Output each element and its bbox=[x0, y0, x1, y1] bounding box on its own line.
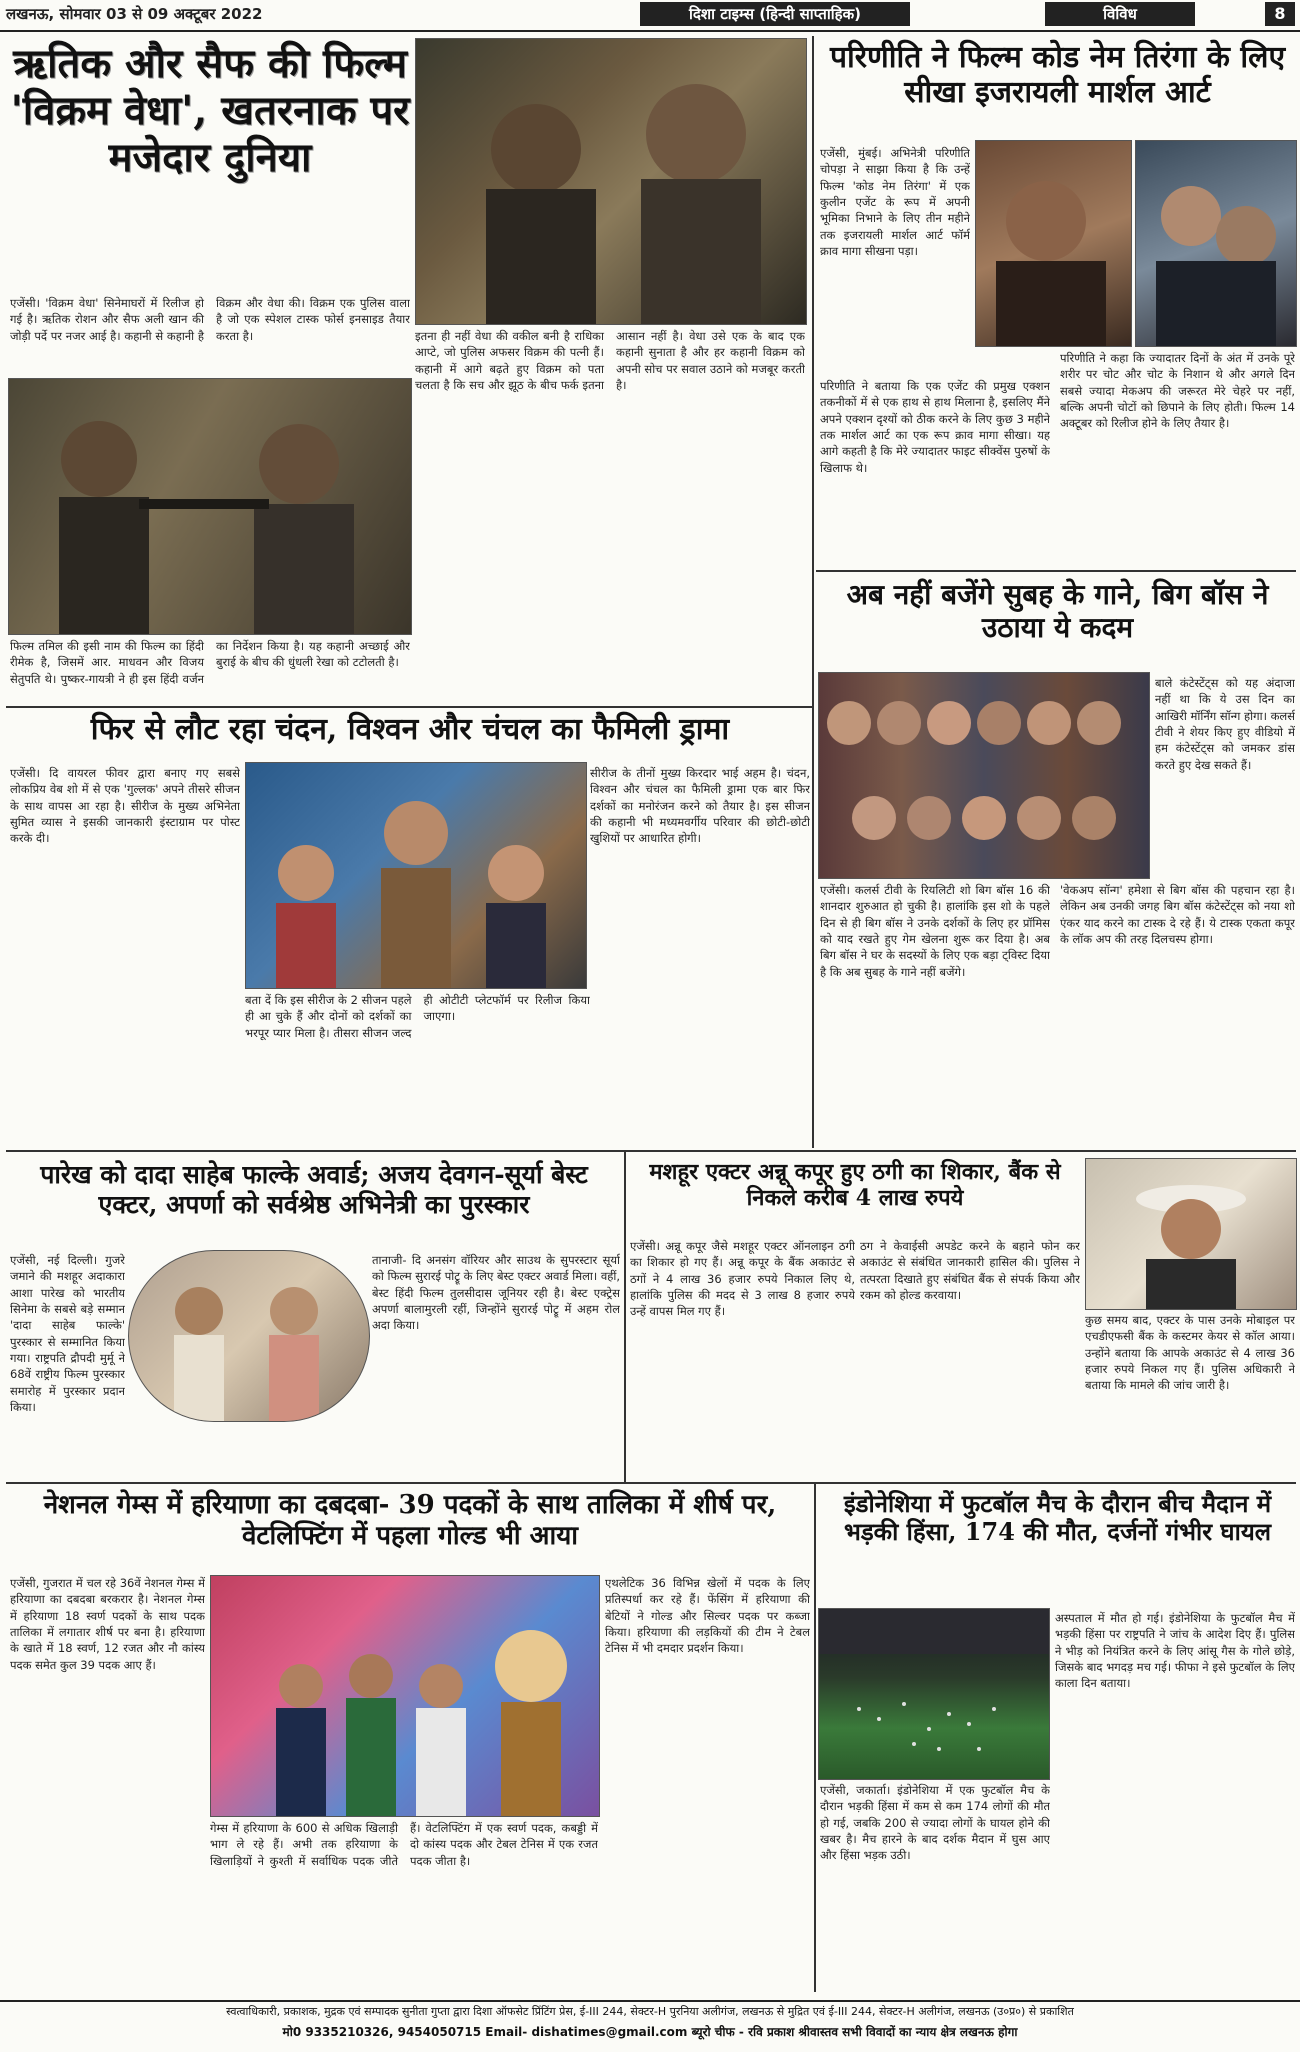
parineeti-body-training: परिणीति ने बताया कि एक एजेंट की प्रमुख एक्शन तकनीकों में से एक हाथ से हाथ मिलाना है, इसलिए मैंने अपने एक्शन दृश्यों को ठीक करने के लिए कुछ 3 महीने तक मार्शल आर्ट का एक रूप क्राव मागा सीखा। यह आगे कहती है कि मेरे ज्यादातर फाइट सीक्वेंस पुरुषों के खिलाफ थे। bbox=[820, 379, 1050, 475]
photo-national-games-podium bbox=[210, 1575, 600, 1817]
photo-contestant-faces bbox=[819, 673, 1149, 878]
headline-bigg-boss: अब नहीं बजेंगे सुबह के गाने, बिग बॉस ने उठाया ये कदम bbox=[846, 578, 1269, 645]
divider-horizontal-right bbox=[816, 570, 1296, 572]
bigg-boss-body-song: बाले कंटेस्टेंट्स को यह अंदाजा नहीं था कि ये उस दिन का आखिरी मॉर्निंग सॉन्ग होगा। कलर्स टीवी ने शेयर किए हुए वीडियो में हम कंटेस्टेंट्स को जमकर डांस करते हुए देख सकते हैं। bbox=[1155, 676, 1295, 772]
divider-vertical-top bbox=[812, 36, 814, 1148]
paper-name: दिशा टाइम्स (हिन्दी साप्ताहिक) bbox=[640, 2, 910, 26]
games-body-intro: एजेंसी, गुजरात में चल रहे 36वें नेशनल गेम्स में हरियाणा का दबदबा बरकरार है। नेशनल गेम्स में हरियाणा 18 स्वर्ण पदकों के साथ पदक तालिका में लगातार शीर्ष पर बना है। हरियाणा के खाते में 18 स्वर्ण, 12 रजत और नौ कांस्य पदक समेत कुल 39 पदक आए हैं। bbox=[10, 1576, 205, 1672]
bigg-boss-body-main: एजेंसी। कलर्स टीवी के रियलिटी शो बिग बॉस 16 की शानदार शुरुआत हो चुकी है। हालांकि इस शो के पहले दिन से ही बिग बॉस ने उनके दर्शकों के लिए हर प्रॉमिस को याद रखते हुए गेम खेलना शुरू कर दिया है। अब बिग बॉस ने घर के सदस्यों के लिए एक बड़ा ट्विस्ट दिया है कि अब सुबह के गाने नहीं बजेंगे। bbox=[820, 883, 1050, 979]
divider-horizontal-2 bbox=[6, 1150, 1296, 1152]
imprint-footer bbox=[0, 2000, 1300, 2052]
phalke-body-winners: तानाजी- दि अनसंग वॉरियर और साउथ के सुपरस्टार सूर्या को फिल्म सुरारई पोट्रू के लिए बेस्ट एक्टर अवार्ड मिला। वहीं, बेस्ट हिंदी फिल्म तुलसीदास जूनियर रही है। बेस्ट एक्ट्रेस अपर्णा बालामुरली रहीं, जिन्होंने सुरारई पोट्रू में अहम रोल अदा किया। bbox=[372, 1253, 620, 1333]
bigg-boss-body-task: 'वेकअप सॉन्ग' हमेशा से बिग बॉस की पहचान रहा है। लेकिन अब उनकी जगह बिग बॉस कंटेस्टेंट्स को नया शो एंकर याद करने का टास्क दे रहे हैं। ये टास्क एकता कपूर के लॉक अप की तरह दिलचस्प होगा। bbox=[1060, 883, 1295, 946]
photo-figures bbox=[416, 39, 806, 324]
phalke-body-end bbox=[10, 1425, 370, 1472]
vikram-body-main: इतना ही नहीं वेधा की वकील बनी है राधिका आप्टे, जो पुलिस अफसर विक्रम की पत्नी हैं। कहानी में आगे बढ़ते हुए विक्रम को पता चलता है कि सच और झूठ के बीच फर्क इतना आसान नहीं है। वेधा उसे एक के बाद एक कहानी सुनाता है और हर कहानी विक्रम को अपनी सोच पर सवाल उठाने को मजबूर करती है। bbox=[415, 329, 805, 392]
phalke-body-intro: एजेंसी, नई दिल्ली। गुजरे जमाने की मशहूर अदाकारा आशा पारेख को भारतीय सिनेमा के सबसे बड़े सम्मान 'दादा साहेब फाल्के' पुरस्कार से सम्मानित किया गया। राष्ट्रपति द्रौपदी मुर्मू ने 68वें राष्ट्रीय फिल्म पुरस्कार समारोह में पुरस्कार प्रदान किया। bbox=[10, 1253, 125, 1414]
annu-body-intro: एजेंसी। अन्नू कपूर जैसे मशहूर एक्टर ऑनलाइन ठगी का शिकार हो गए हैं। अन्नू कपूर के बैंक अकाउंट से ठगों ने 4 लाख 36 हजार रुपये निकाल लिए थे, हालांकि पुलिस की मदद से 3 लाख 8 हजार रुपये उन्हें वापस मिल गए हैं। bbox=[630, 1239, 855, 1319]
photo-podium-figures bbox=[211, 1576, 599, 1816]
photo-bigg-boss-contestants bbox=[818, 672, 1150, 879]
photo-figure-3 bbox=[976, 141, 1131, 346]
photo-vikram-vedha-poster bbox=[415, 38, 807, 325]
photo-annu-figure bbox=[1086, 1159, 1296, 1309]
headline-indonesia-football: इंडोनेशिया में फुटबॉल मैच के दौरान बीच मैदान में भड़की हिंसा, 174 की मौत, दर्जनों गंभीर घायल bbox=[843, 1489, 1272, 1547]
imprint-line-1: स्वत्वाधिकारी, प्रकाशक, मुद्रक एवं सम्पादक सुनीता गुप्ता द्वारा दिशा ऑफसेट प्रिंटिंग प्रेस, ई-III 244, सेक्टर-H पुरनिया अलीगंज, लखनऊ से मुद्रित एवं ई-III 244, सेक्टर-H अलीगंज, लखनऊ (उ०प्र०) से प्रकाशित bbox=[226, 2005, 1074, 2018]
photo-figure-4 bbox=[1136, 141, 1296, 346]
gullak-body-characters: सीरीज के तीनों मुख्य किरदार भाई अहम है। चंदन, विश्वन और चंचल का फैमिली ड्रामा एक बार फिर दर्शकों का मनोरंजन करने को तैयार है। इस सीजन की कहानी भी मध्यमवर्गीय परिवार की छोटी-छोटी खुशियों पर आधारित होगी। bbox=[590, 766, 810, 846]
photo-parineeti-gun bbox=[975, 140, 1132, 347]
vikram-body-intro: एजेंसी। 'विक्रम वेधा' सिनेमाघरों में रिलीज हो गई है। ऋतिक रोशन और सैफ अली खान की जोड़ी पर्दे पर नजर आई है। कहानी से कहानी है विक्रम और वेधा की। विक्रम एक पुलिस वाला है जो एक स्पेशल टास्क फोर्स इनसाइड तैयार करता है। bbox=[10, 296, 410, 343]
indonesia-body-main: अस्पताल में मौत हो गई। इंडोनेशिया के फुटबॉल मैच में भड़की हिंसा पर राष्ट्रपति ने जांच के आदेश दिए हैं। पुलिस ने भीड़ को नियंत्रित करने के लिए आंसू गैस के गोले छोड़े, जिसके बाद भगदड़ मच गई। फीफा ने इसे फुटबॉल के लिए काला दिन बताया। bbox=[1055, 1611, 1295, 1691]
headline-phalke-award: पारेख को दादा साहेब फाल्के अवार्ड; अजय देवगन-सूर्या बेस्ट एक्टर, अपर्णा को सर्वश्रेष्ठ अभिनेत्री का पुरस्कार bbox=[40, 1160, 588, 1219]
vikram-body-remake: फिल्म तमिल की इसी नाम की फिल्म का हिंदी रीमेक है, जिसमें आर. माधवन और विजय सेतुपति थे। पुष्कर-गायत्री ने ही इस हिंदी वर्जन का निर्देशन किया है। यह कहानी अच्छाई और बुराई के बीच की धुंधली रेखा को टटोलती है। bbox=[10, 639, 410, 686]
page-number: 8 bbox=[1265, 2, 1295, 26]
masthead-bar bbox=[0, 0, 1300, 32]
photo-stadium-crowd bbox=[819, 1609, 1049, 1779]
section-name: विविध bbox=[1045, 2, 1195, 26]
games-body-fencing: एथलेटिक 36 विभिन्न खेलों में पदक के लिए प्रतिस्पर्धा कर रहे हैं। फेंसिंग में हरियाणा की बेटियों ने गोल्ड और सिल्वर पदक पर कब्जा किया। हरियाणा की लड़कियों की टीम ने टेबल टेनिस में भी दमदार प्रदर्शन किया। bbox=[605, 1576, 810, 1656]
gullak-body-intro: एजेंसी। दि वायरल फीवर द्वारा बनाए गए सबसे लोकप्रिय वेब शो में से एक 'गुल्लक' अपने तीसरे सीजन के साथ वापस आ रहा है। सीरीज के मुख्य अभिनेता सुमित व्यास ने इसकी जानकारी इंस्टाग्राम पर पोस्ट करके दी। bbox=[10, 766, 240, 846]
gullak-body-seasons: बता दें कि इस सीरीज के 2 सीजन पहले ही आ चुके हैं और दोनों को दर्शकों का भरपूर प्यार मिला है। तीसरा सीजन जल्द ही ओटीटी प्लेटफॉर्म पर रिलीज किया जाएगा। bbox=[245, 993, 590, 1040]
annu-body-kyc: ठग ने केवाईसी अपडेट करने के बहाने फोन कर अकाउंट से संबंधित जानकारी हासिल की। पुलिस ने तत्परता दिखाते हुए संबंधित बैंक से संपर्क किया और रकम को होल्ड करवाया। bbox=[860, 1239, 1080, 1302]
indonesia-body-intro: एजेंसी, जकार्ता। इंडोनेशिया में एक फुटबॉल मैच के दौरान भड़की हिंसा में कम से कम 174 लोगों की मौत हो गई, जबकि 200 से ज्यादा लोगों के घायल होने की खबर है। मैच हारने के बाद दर्शक मैदान में घुस आए और हिंसा भड़क उठी। bbox=[820, 1783, 1050, 1863]
headline-annu-kapoor: मशहूर एक्टर अन्नू कपूर हुए ठगी का शिकार, बैंक से निकले करीब 4 लाख रुपये bbox=[649, 1159, 1061, 1211]
gullak-body-more bbox=[10, 1010, 240, 1117]
photo-family-figures bbox=[246, 763, 586, 988]
photo-annu-kapoor bbox=[1085, 1158, 1297, 1310]
headline-national-games: नेशनल गेम्स में हरियाणा का दबदबा- 39 पदकों के साथ तालिका में शीर्ष पर, वेटलिफ्टिंग में पहला गोल्ड भी आया bbox=[43, 1490, 777, 1551]
photo-gullak-family bbox=[245, 762, 587, 989]
headline-vikram-vedha: ऋतिक और सैफ की फिल्म 'विक्रम वेधा', खतरनाक पर मजेदार दुनिया bbox=[10, 40, 410, 182]
parineeti-body-intro: एजेंसी, मुंबई। अभिनेत्री परिणीति चोपड़ा ने साझा किया है कि उन्हें फिल्म 'कोड नेम तिरंगा' में एक कुलीन एजेंट के रूप में अपनी भूमिका निभाने के लिए तीन महीने तक इजरायली मार्शल आर्ट फॉर्म क्राव मागा सीखना पड़ा। bbox=[820, 146, 970, 258]
photo-award-figures bbox=[129, 1251, 369, 1421]
parineeti-body-injuries: परिणीति ने कहा कि ज्यादातर दिनों के अंत में उनके पूरे शरीर पर चोट और चोट के निशान थे और अगले दिन सबसे ज्यादा मेकअप की जरूरत मेरे चेहरे पर नहीं, बल्कि अपनी चोटों को छिपाने के लिए होती। फिल्म 14 अक्टूबर को रिलीज होने के लिए तैयार है। bbox=[1060, 351, 1295, 431]
gullak-body-end bbox=[590, 1010, 810, 1117]
headline-gullak: फिर से लौट रहा चंदन, विश्वन और चंचल का फैमिली ड्रामा bbox=[90, 712, 730, 747]
photo-code-name-tiranga-poster bbox=[1135, 140, 1297, 347]
annu-body-bank: कुछ समय बाद, एक्टर के पास उनके मोबाइल पर एचडीएफसी बैंक के कस्टमर केयर से कॉल आया। उन्होंने बताया कि आपके अकाउंट से 4 लाख 36 हजार रुपये निकल गए हैं। पुलिस अधिकारी ने बताया कि मामले की जांच जारी है। bbox=[1085, 1313, 1295, 1393]
photo-asha-parekh-award bbox=[128, 1250, 370, 1422]
headline-parineeti: परिणीति ने फिल्म कोड नेम तिरंगा के लिए सीखा इजरायली मार्शल आर्ट bbox=[829, 40, 1286, 111]
imprint-line-2: मो0 9335210326, 9454050715 Email- dishatimes@gmail.com ब्यूरो चीफ - रवि प्रकाश श्रीवास्तव सभी विवादों का न्याय क्षेत्र लखनऊ होगा bbox=[282, 2025, 1018, 2039]
issue-date: लखनऊ, सोमवार 03 से 09 अक्टूबर 2022 bbox=[6, 5, 263, 23]
divider-horizontal-3 bbox=[6, 1482, 1296, 1484]
divider-vertical-middle bbox=[624, 1152, 626, 1482]
divider-horizontal-1 bbox=[6, 706, 812, 708]
photo-figures-2 bbox=[9, 379, 411, 634]
photo-stadium-violence bbox=[818, 1608, 1050, 1780]
divider-vertical-bottom bbox=[814, 1484, 816, 1992]
photo-vikram-vedha-still bbox=[8, 378, 412, 635]
games-body-medals: गेम्स में हरियाणा के 600 से अधिक खिलाड़ी भाग ले रहे हैं। अभी तक हरियाणा के खिलाड़ियों ने कुश्ती में सर्वाधिक पदक जीते हैं। वेटलिफ्टिंग में एक स्वर्ण पदक, कबड्डी में दो कांस्य पदक और टेबल टेनिस में एक रजत पदक जीता है। bbox=[210, 1821, 598, 1868]
